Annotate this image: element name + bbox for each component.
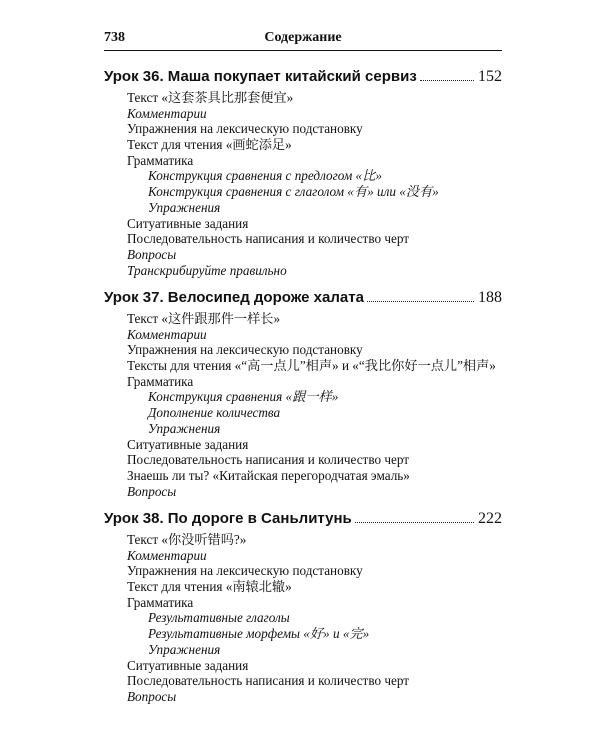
lesson-page-number: 152	[478, 68, 502, 85]
dot-leader	[355, 510, 474, 523]
header-title: Содержание	[264, 30, 342, 45]
lesson-36-section	[104, 66, 502, 278]
lesson-page-number: 188	[478, 289, 502, 306]
lesson-title: Урок 36. Маша покупает китайский сервиз	[104, 68, 417, 85]
toc-subentry: Конструкция сравнения «跟一样»	[148, 389, 339, 405]
lesson-page-number: 222	[478, 510, 502, 527]
toc-entry: Ситуативные задания	[127, 436, 249, 452]
toc-entry: Комментарии	[127, 105, 207, 121]
toc-entry: Упражнения на лексическую подстановку	[127, 342, 363, 358]
toc-entry: Ситуативные задания	[127, 215, 249, 231]
toc-entry: Комментарии	[127, 326, 207, 342]
toc-subentry: Результативные морфемы «好» и «完»	[148, 626, 370, 642]
toc-subentry: Результативные глаголы	[148, 610, 290, 626]
toc-entry: Текст «这件跟那件一样长»	[127, 311, 281, 326]
toc-entry: Вопросы	[127, 483, 177, 499]
lesson-title-row	[104, 66, 502, 88]
toc-subentry: Дополнение количества	[148, 405, 281, 421]
toc-entry: Текст для чтения «画蛇添足»	[127, 137, 292, 153]
toc-subentry: Упражнения	[148, 641, 221, 657]
toc-entry: Последовательность написания и количество черт	[127, 452, 410, 468]
toc-entry: Ситуативные задания	[127, 657, 249, 673]
toc-entry: Текст «你没听错吗?»	[127, 532, 247, 547]
toc-entry: Транскрибируйте правильно	[127, 262, 287, 278]
lesson-38-section	[104, 508, 502, 705]
toc-subentry: Конструкция сравнения с предлогом «比»	[148, 168, 382, 184]
running-head	[104, 26, 502, 51]
toc-subentry: Упражнения	[148, 420, 221, 436]
toc-entry: Упражнения на лексическую подстановку	[127, 563, 363, 579]
toc-entry: Тексты для чтения «“高一点儿”相声» и «“我比你好一点儿”相声»	[127, 358, 496, 374]
lesson-37-section	[104, 287, 502, 499]
page-number: 738	[104, 30, 125, 45]
toc-entry: Вопросы	[127, 246, 177, 262]
lesson-title-row	[104, 508, 502, 530]
toc-entry: Вопросы	[127, 688, 177, 704]
lesson-title: Урок 37. Велосипед дороже халата	[104, 289, 364, 306]
toc-subentry: Конструкция сравнения с глаголом «有» или «没有»	[148, 184, 439, 200]
toc-subentry: Упражнения	[148, 199, 221, 215]
toc-entry: Последовательность написания и количество черт	[127, 673, 410, 689]
toc-entry: Упражнения на лексическую подстановку	[127, 121, 363, 137]
toc-entry: Текст для чтения «南辕北辙»	[127, 579, 292, 595]
toc-entry: Грамматика	[127, 152, 194, 168]
dot-leader	[367, 289, 474, 302]
toc-entry: Знаешь ли ты? «Китайская перегородчатая эмаль»	[127, 467, 410, 483]
lesson-title-row	[104, 287, 502, 309]
toc-entry: Текст «这套茶具比那套便宜»	[127, 90, 294, 105]
toc-entry: Последовательность написания и количество черт	[127, 231, 410, 247]
lesson-title: Урок 38. По дороге в Саньлитунь	[104, 510, 352, 527]
toc-entry: Комментарии	[127, 547, 207, 563]
toc-entry: Грамматика	[127, 373, 194, 389]
toc-entry: Грамматика	[127, 594, 194, 610]
dot-leader	[420, 68, 474, 81]
